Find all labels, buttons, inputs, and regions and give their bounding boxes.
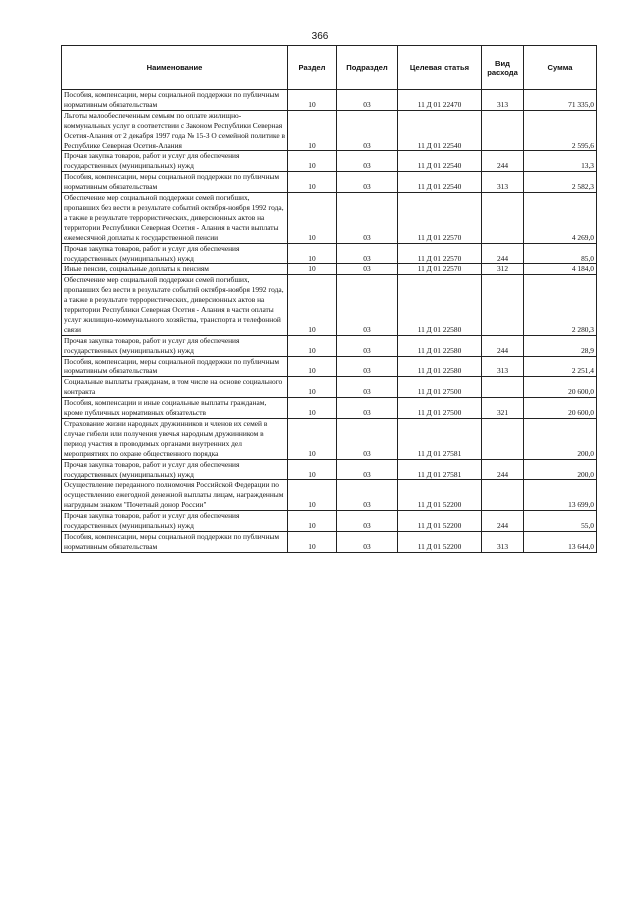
cell-name: Обеспечение мер социальной поддержки семей погибших, пропавших без вести в результате событий октября-ноября 1992 года, а также в результате террористических, диверсионных актов на территории Республики Северная Осетия - Алания в части выплаты ежемесячной доплаты к государственной пенсии xyxy=(62,193,288,244)
cell-subsection: 03 xyxy=(337,243,398,264)
cell-subsection: 03 xyxy=(337,264,398,275)
cell-article: 11 Д 01 22570 xyxy=(398,264,482,275)
cell-name: Прочая закупка товаров, работ и услуг для обеспечения государственных (муниципальных) нужд xyxy=(62,511,288,532)
cell-section: 10 xyxy=(288,110,337,151)
cell-article: 11 Д 01 22570 xyxy=(398,193,482,244)
table-row xyxy=(62,511,597,532)
cell-expense-type: 321 xyxy=(482,398,524,419)
cell-section: 10 xyxy=(288,193,337,244)
cell-sum: 2 595,6 xyxy=(524,110,597,151)
table-row xyxy=(62,377,597,398)
cell-subsection: 03 xyxy=(337,193,398,244)
cell-sum: 13,3 xyxy=(524,151,597,172)
cell-expense-type xyxy=(482,480,524,511)
cell-section: 10 xyxy=(288,275,337,335)
cell-name: Прочая закупка товаров, работ и услуг для обеспечения государственных (муниципальных) нужд xyxy=(62,459,288,480)
header-section: Раздел xyxy=(288,46,337,90)
cell-sum: 2 280,3 xyxy=(524,275,597,335)
cell-name: Иные пенсии, социальные доплаты к пенсиям xyxy=(62,264,288,275)
cell-name: Страхование жизни народных дружинников и членов их семей в случае гибели или получения увечья народным дружинником в период участия в проводимых органами внутренних дел мероприятиях по охране общественного порядка xyxy=(62,419,288,460)
header-subsection: Подраздел xyxy=(337,46,398,90)
table-row xyxy=(62,335,597,356)
table-header-row xyxy=(62,46,597,90)
cell-subsection: 03 xyxy=(337,151,398,172)
cell-name: Прочая закупка товаров, работ и услуг для обеспечения государственных (муниципальных) нужд xyxy=(62,151,288,172)
cell-section: 10 xyxy=(288,377,337,398)
cell-section: 10 xyxy=(288,151,337,172)
cell-expense-type: 313 xyxy=(482,172,524,193)
cell-subsection: 03 xyxy=(337,110,398,151)
cell-article: 11 Д 01 22470 xyxy=(398,90,482,111)
cell-subsection: 03 xyxy=(337,335,398,356)
cell-section: 10 xyxy=(288,459,337,480)
cell-expense-type: 244 xyxy=(482,243,524,264)
cell-sum: 13 699,0 xyxy=(524,480,597,511)
cell-section: 10 xyxy=(288,531,337,552)
cell-sum: 2 582,3 xyxy=(524,172,597,193)
header-sum: Сумма xyxy=(524,46,597,90)
cell-expense-type: 313 xyxy=(482,90,524,111)
cell-article: 11 Д 01 22580 xyxy=(398,335,482,356)
cell-article: 11 Д 01 22540 xyxy=(398,110,482,151)
cell-name: Прочая закупка товаров, работ и услуг для обеспечения государственных (муниципальных) нужд xyxy=(62,243,288,264)
cell-section: 10 xyxy=(288,419,337,460)
cell-subsection: 03 xyxy=(337,511,398,532)
cell-article: 11 Д 01 27500 xyxy=(398,377,482,398)
cell-expense-type xyxy=(482,419,524,460)
cell-article: 11 Д 01 22580 xyxy=(398,356,482,377)
table-row xyxy=(62,90,597,111)
cell-name: Обеспечение мер социальной поддержки семей погибших, пропавших без вести в результате событий октября-ноября 1992 года, а также в результате террористических, диверсионных актов на территории Республики Северная Осетия - Алания в части оплаты услуг жилищно-коммунального хозяйства, транспорта и телефонной связи xyxy=(62,275,288,335)
cell-sum: 20 600,0 xyxy=(524,398,597,419)
table-row xyxy=(62,419,597,460)
cell-sum: 4 184,0 xyxy=(524,264,597,275)
cell-article: 11 Д 01 22570 xyxy=(398,243,482,264)
table-row xyxy=(62,459,597,480)
table-row xyxy=(62,151,597,172)
cell-section: 10 xyxy=(288,264,337,275)
cell-subsection: 03 xyxy=(337,275,398,335)
cell-section: 10 xyxy=(288,511,337,532)
table-row xyxy=(62,110,597,151)
table-row xyxy=(62,480,597,511)
cell-name: Пособия, компенсации и иные социальные выплаты гражданам, кроме публичных нормативных обязательств xyxy=(62,398,288,419)
cell-sum: 13 644,0 xyxy=(524,531,597,552)
budget-table xyxy=(61,45,597,553)
cell-expense-type: 244 xyxy=(482,335,524,356)
cell-expense-type: 313 xyxy=(482,531,524,552)
cell-subsection: 03 xyxy=(337,90,398,111)
cell-sum: 28,9 xyxy=(524,335,597,356)
table-row xyxy=(62,172,597,193)
header-expense-type: Вид расхода xyxy=(482,46,524,90)
cell-expense-type: 244 xyxy=(482,459,524,480)
cell-section: 10 xyxy=(288,335,337,356)
cell-subsection: 03 xyxy=(337,480,398,511)
cell-expense-type: 244 xyxy=(482,151,524,172)
page-number: 366 xyxy=(311,31,329,42)
table-body xyxy=(62,90,597,553)
cell-name: Пособия, компенсации, меры социальной поддержки по публичным нормативным обязательствам xyxy=(62,90,288,111)
cell-article: 11 Д 01 27581 xyxy=(398,459,482,480)
cell-expense-type xyxy=(482,193,524,244)
cell-sum: 85,0 xyxy=(524,243,597,264)
cell-article: 11 Д 01 22580 xyxy=(398,275,482,335)
cell-name: Пособия, компенсации, меры социальной поддержки по публичным нормативным обязательствам xyxy=(62,172,288,193)
cell-section: 10 xyxy=(288,398,337,419)
cell-expense-type: 313 xyxy=(482,356,524,377)
cell-subsection: 03 xyxy=(337,419,398,460)
cell-subsection: 03 xyxy=(337,531,398,552)
cell-article: 11 Д 01 22540 xyxy=(398,151,482,172)
cell-expense-type: 244 xyxy=(482,511,524,532)
cell-article: 11 Д 01 52200 xyxy=(398,480,482,511)
header-name: Наименование xyxy=(62,46,288,90)
cell-subsection: 03 xyxy=(337,459,398,480)
cell-name: Льготы малообеспеченным семьям по оплате жилищно-коммунальных услуг в соответствии с Законом Республики Северная Осетия-Алания от 2 декабря 1997 года № 15-З О семейной политике в Республике Северная Осетия-Алания xyxy=(62,110,288,151)
table-row xyxy=(62,398,597,419)
cell-expense-type: 312 xyxy=(482,264,524,275)
cell-name: Пособия, компенсации, меры социальной поддержки по публичным нормативным обязательствам xyxy=(62,531,288,552)
cell-sum: 71 335,0 xyxy=(524,90,597,111)
cell-section: 10 xyxy=(288,172,337,193)
cell-article: 11 Д 01 22540 xyxy=(398,172,482,193)
table-row xyxy=(62,275,597,335)
table-row xyxy=(62,264,597,275)
cell-sum: 55,0 xyxy=(524,511,597,532)
cell-expense-type xyxy=(482,110,524,151)
cell-section: 10 xyxy=(288,356,337,377)
cell-name: Осуществление переданного полномочия Российской Федерации по осуществлению ежегодной денежной выплаты лицам, награжденным нагрудным знаком "Почетный донор России" xyxy=(62,480,288,511)
cell-section: 10 xyxy=(288,480,337,511)
cell-sum: 200,0 xyxy=(524,459,597,480)
cell-subsection: 03 xyxy=(337,172,398,193)
cell-article: 11 Д 01 27500 xyxy=(398,398,482,419)
cell-section: 10 xyxy=(288,243,337,264)
cell-expense-type xyxy=(482,377,524,398)
cell-sum: 200,0 xyxy=(524,419,597,460)
cell-name: Прочая закупка товаров, работ и услуг для обеспечения государственных (муниципальных) нужд xyxy=(62,335,288,356)
cell-sum: 4 269,0 xyxy=(524,193,597,244)
header-article: Целевая статья xyxy=(398,46,482,90)
cell-sum: 2 251,4 xyxy=(524,356,597,377)
cell-name: Социальные выплаты гражданам, в том числе на основе социального контракта xyxy=(62,377,288,398)
table-row xyxy=(62,356,597,377)
cell-subsection: 03 xyxy=(337,377,398,398)
cell-subsection: 03 xyxy=(337,356,398,377)
cell-article: 11 Д 01 52200 xyxy=(398,531,482,552)
cell-subsection: 03 xyxy=(337,398,398,419)
table-row xyxy=(62,243,597,264)
table-row xyxy=(62,531,597,552)
cell-section: 10 xyxy=(288,90,337,111)
cell-article: 11 Д 01 27581 xyxy=(398,419,482,460)
table-row xyxy=(62,193,597,244)
cell-name: Пособия, компенсации, меры социальной поддержки по публичным нормативным обязательствам xyxy=(62,356,288,377)
cell-expense-type xyxy=(482,275,524,335)
cell-article: 11 Д 01 52200 xyxy=(398,511,482,532)
cell-sum: 20 600,0 xyxy=(524,377,597,398)
